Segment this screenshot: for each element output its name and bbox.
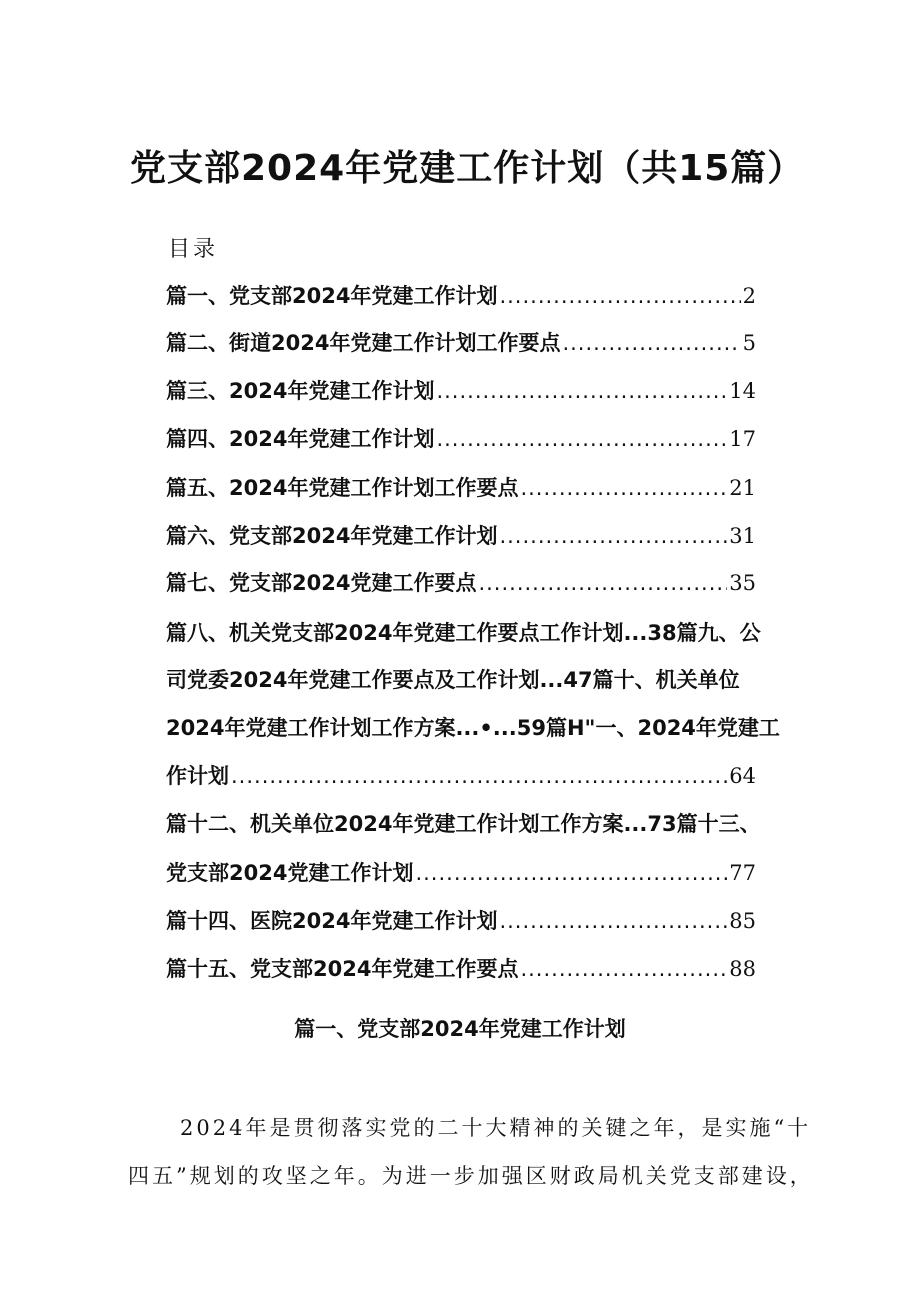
toc-entry-page: 77 — [729, 861, 756, 885]
body-paragraph-line: 2024年是贯彻落实党的二十大精神的关键之年，是实施“十 — [180, 1116, 812, 1140]
toc-entry-title: 篇二、街道2024年党建工作计划工作要点 — [166, 331, 561, 355]
toc-leader-dots — [436, 379, 727, 403]
toc-leader-dots — [520, 957, 727, 981]
toc-entry-page: 85 — [729, 909, 756, 933]
toc-heading: 目录 — [168, 237, 219, 262]
toc-leader-dots — [231, 764, 727, 788]
toc-leader-dots — [478, 571, 727, 595]
toc-entry[interactable] — [166, 423, 756, 453]
toc-entry[interactable] — [166, 567, 756, 597]
toc-entry[interactable] — [166, 327, 756, 357]
toc-leader-dots — [499, 909, 727, 933]
toc-run-on-line[interactable]: 篇八、机关党支部2024年党建工作要点工作计划...38篇九、公 — [166, 621, 761, 645]
toc-entry[interactable] — [166, 905, 756, 935]
toc-entry-page: 88 — [729, 957, 756, 981]
toc-entry-page: 35 — [729, 571, 756, 595]
toc-entry-title: 作计划 — [166, 764, 229, 788]
toc-leader-dots — [520, 476, 727, 500]
toc-entry[interactable] — [166, 520, 756, 550]
toc-entry[interactable] — [166, 472, 756, 502]
toc-entry-title: 篇五、2024年党建工作计划工作要点 — [166, 476, 519, 500]
toc-entry-title: 篇一、党支部2024年党建工作计划 — [166, 284, 498, 308]
toc-entry[interactable] — [166, 760, 756, 790]
toc-entry-title: 篇十四、医院2024年党建工作计划 — [166, 909, 498, 933]
toc-entry[interactable] — [166, 857, 756, 887]
toc-entry-title: 篇六、党支部2024年党建工作计划 — [166, 524, 498, 548]
toc-run-on-line[interactable]: 2024年党建工作计划工作方案...•...59篇H"一、2024年党建工 — [166, 716, 780, 740]
toc-entry[interactable] — [166, 953, 756, 983]
toc-entry[interactable] — [166, 375, 756, 405]
toc-entry-page: 31 — [729, 524, 756, 548]
toc-entry-page: 17 — [729, 427, 756, 451]
toc-leader-dots — [562, 331, 740, 355]
toc-entry[interactable] — [166, 280, 756, 310]
toc-entry-title: 篇十五、党支部2024年党建工作要点 — [166, 957, 519, 981]
toc-entry-page: 64 — [729, 764, 756, 788]
toc-run-on-line[interactable]: 司党委2024年党建工作要点及工作计划...47篇十、机关单位 — [166, 668, 740, 692]
toc-entry-page: 14 — [729, 379, 756, 403]
toc-leader-dots — [436, 427, 727, 451]
toc-entry-title: 党支部2024党建工作计划 — [166, 861, 414, 885]
toc-entry-page: 2 — [742, 284, 756, 308]
toc-entry-page: 21 — [729, 476, 756, 500]
document-title: 党支部2024年党建工作计划（共15篇） — [130, 148, 805, 189]
section-heading: 篇一、党支部2024年党建工作计划 — [294, 1017, 626, 1041]
toc-entry-title: 篇三、2024年党建工作计划 — [166, 379, 435, 403]
toc-leader-dots — [499, 284, 740, 308]
toc-entry-title: 篇七、党支部2024党建工作要点 — [166, 571, 477, 595]
toc-entry-title: 篇四、2024年党建工作计划 — [166, 427, 435, 451]
body-paragraph-line: 四五”规划的攻坚之年。为进一步加强区财政局机关党支部建设， — [128, 1164, 814, 1188]
toc-leader-dots — [499, 524, 727, 548]
toc-leader-dots — [415, 861, 727, 885]
toc-entry-page: 5 — [742, 331, 756, 355]
toc-run-on-line[interactable]: 篇十二、机关单位2024年党建工作计划工作方案...73篇十三、 — [166, 812, 761, 836]
